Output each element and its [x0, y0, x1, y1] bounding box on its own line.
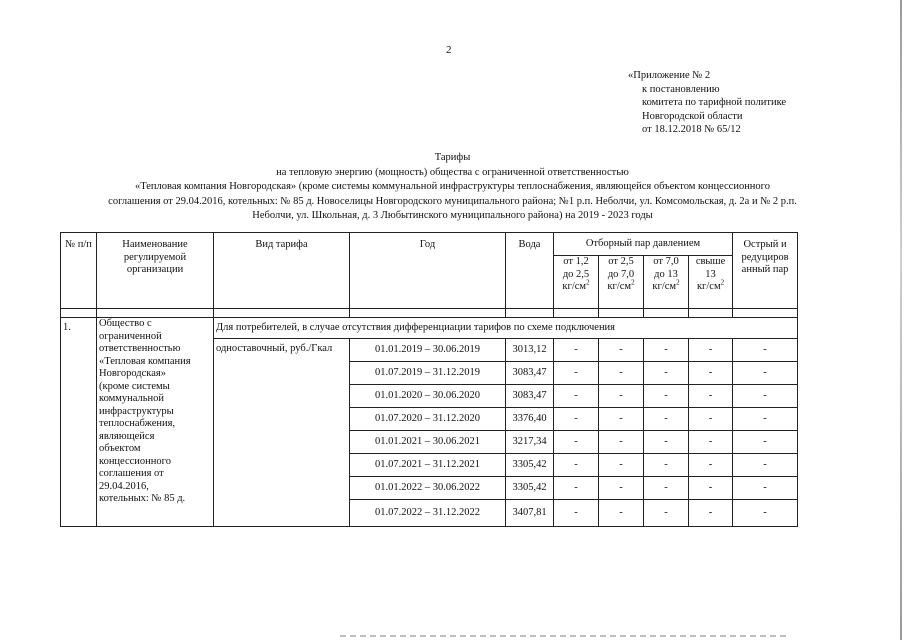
period-cell: 01.07.2021 – 31.12.2021 — [350, 454, 506, 477]
dash-cell: - — [644, 408, 689, 431]
title-line: «Тепловая компания Новгородская» (кроме системы коммунальной инфраструктуры теплоснабжения, являющейся объектом концессионного — [135, 181, 770, 192]
dash-cell: - — [599, 385, 644, 408]
appendix-line: «Приложение № 2 — [628, 70, 711, 81]
title-line: Неболчи, ул. Школьная, д. 3 Любытинского муниципального района) на 2019 - 2023 годы — [252, 210, 653, 221]
header-text: 2 — [631, 278, 635, 287]
dash-cell: - — [554, 362, 599, 385]
dash-cell: - — [599, 362, 644, 385]
dash-cell: - — [689, 362, 733, 385]
dash-cell: - — [554, 500, 599, 527]
dash-cell: - — [599, 408, 644, 431]
dash-cell: - — [689, 500, 733, 527]
header-pressure-3 — [644, 256, 689, 309]
scan-edge-right — [900, 0, 902, 640]
header-pressure-4 — [689, 256, 733, 309]
water-value: 3083,47 — [506, 362, 554, 385]
dash-cell: - — [644, 431, 689, 454]
dash-cell: - — [554, 408, 599, 431]
header-pressure-2 — [599, 256, 644, 309]
tariff-type: одноставочный, руб./Гкал — [214, 339, 350, 527]
header-pressure-1 — [554, 256, 599, 309]
dash-cell: - — [733, 431, 798, 454]
header-text: 2 — [676, 278, 680, 287]
org-line: объектом — [99, 443, 141, 454]
header-text: кг/см — [652, 281, 677, 292]
dash-cell: - — [733, 362, 798, 385]
org-line: ответственностью — [99, 343, 181, 354]
dash-cell: - — [689, 431, 733, 454]
header-water: Вода — [506, 233, 554, 309]
header-text: 2 — [586, 278, 590, 287]
water-value: 3305,42 — [506, 454, 554, 477]
dash-cell: - — [733, 477, 798, 500]
dash-cell: - — [599, 454, 644, 477]
dash-cell: - — [689, 408, 733, 431]
header-num: № п/п — [61, 233, 97, 309]
header-sharp-steam — [733, 233, 798, 309]
appendix-line: к постановлению — [642, 83, 720, 95]
period-cell: 01.07.2020 – 31.12.2020 — [350, 408, 506, 431]
dash-cell: - — [689, 454, 733, 477]
dash-cell: - — [689, 385, 733, 408]
org-line: (кроме системы — [99, 380, 170, 392]
dash-cell: - — [599, 477, 644, 500]
header-text: кг/см — [696, 281, 721, 292]
dash-cell: - — [644, 385, 689, 408]
dash-cell: - — [554, 339, 599, 362]
table-header-row — [61, 233, 798, 256]
org-line: соглашения от — [99, 468, 164, 479]
period-cell: 01.01.2022 – 30.06.2022 — [350, 477, 506, 500]
water-value: 3083,47 — [506, 385, 554, 408]
scan-edge-bottom — [340, 635, 790, 637]
header-text: 13 — [705, 268, 716, 280]
appendix-block — [628, 69, 786, 137]
dash-cell: - — [733, 454, 798, 477]
dash-cell: - — [599, 500, 644, 527]
tariff-table — [60, 232, 798, 527]
appendix-line: от 18.12.2018 № 65/12 — [642, 124, 741, 135]
title-line: соглашения от 29.04.2016, котельных: № 85 д. Новоселицы Новгородского муниципального района; №1 р.п. Неболчи, ул. Комсомольская, д. 2а и № 2 р.п. — [108, 195, 797, 207]
appendix-line: Новгородской области — [642, 110, 743, 122]
dash-cell: - — [733, 385, 798, 408]
org-line: Новгородская» — [99, 368, 166, 379]
period-cell: 01.01.2021 – 30.06.2021 — [350, 431, 506, 454]
dash-cell: - — [733, 500, 798, 527]
header-text: до 13 — [654, 268, 678, 280]
header-text: от 2,5 — [608, 256, 634, 267]
org-line: «Тепловая компания — [99, 355, 191, 367]
header-text: до 7,0 — [607, 268, 635, 280]
water-value: 3407,81 — [506, 500, 554, 527]
header-text: от 7,0 — [653, 256, 679, 267]
water-value: 3305,42 — [506, 477, 554, 500]
header-text: редуциров — [741, 251, 789, 263]
dash-cell: - — [644, 339, 689, 362]
org-line: теплоснабжения, — [99, 418, 176, 429]
org-line: концессионного — [99, 455, 171, 467]
header-text: Наименование — [122, 239, 188, 250]
org-line: ограниченной — [99, 330, 162, 342]
header-text: организации — [126, 264, 184, 275]
header-text: кг/см — [607, 281, 632, 292]
org-line: 29.04.2016, — [99, 480, 149, 492]
dash-cell: - — [644, 500, 689, 527]
row-number: 1. — [61, 318, 97, 527]
header-text: 2 — [720, 278, 725, 287]
page-number: 2 — [446, 44, 452, 56]
table-section-row — [61, 318, 798, 339]
dash-cell: - — [599, 339, 644, 362]
dash-cell: - — [689, 339, 733, 362]
water-value: 3217,34 — [506, 431, 554, 454]
document-title — [40, 151, 865, 224]
dash-cell: - — [599, 431, 644, 454]
header-tariff-type: Вид тарифа — [214, 233, 350, 309]
org-line: инфраструктуры — [99, 405, 174, 417]
section-label: Для потребителей, в случае отсутствия дифференциации тарифов по схеме подключения — [214, 318, 798, 339]
period-cell: 01.07.2019 – 31.12.2019 — [350, 362, 506, 385]
period-cell: 01.01.2020 – 30.06.2020 — [350, 385, 506, 408]
appendix-line: комитета по тарифной политике — [642, 97, 787, 108]
water-value: 3376,40 — [506, 408, 554, 431]
title-heading: Тарифы — [434, 152, 471, 163]
org-line: коммунальной — [99, 393, 165, 404]
period-cell: 01.07.2022 – 31.12.2022 — [350, 500, 506, 527]
header-year: Год — [350, 233, 506, 309]
dash-cell: - — [644, 477, 689, 500]
header-text: Острый и — [743, 239, 787, 250]
period-cell: 01.01.2019 – 30.06.2019 — [350, 339, 506, 362]
header-text: свыше — [695, 256, 726, 267]
dash-cell: - — [644, 454, 689, 477]
dash-cell: - — [644, 362, 689, 385]
org-line: являющейся — [99, 430, 155, 442]
dash-cell: - — [554, 385, 599, 408]
title-line: на тепловую энергию (мощность) общества с ограниченной ответственностью — [276, 166, 629, 178]
header-text: до 2,5 — [562, 268, 590, 280]
dash-cell: - — [733, 408, 798, 431]
org-line: котельных: № 85 д. — [99, 493, 186, 504]
table-spacer-row — [61, 309, 798, 318]
dash-cell: - — [733, 339, 798, 362]
dash-cell: - — [554, 431, 599, 454]
dash-cell: - — [554, 477, 599, 500]
dash-cell: - — [554, 454, 599, 477]
header-text: анный пар — [741, 264, 789, 275]
water-value: 3013,12 — [506, 339, 554, 362]
organization-name — [97, 318, 214, 527]
org-line: Общество с — [99, 318, 152, 329]
header-org — [97, 233, 214, 309]
header-text: кг/см — [562, 281, 587, 292]
header-text: регулируемой — [123, 251, 187, 263]
header-text: от 1,2 — [563, 256, 589, 267]
dash-cell: - — [689, 477, 733, 500]
header-steam: Отборный пар давлением — [554, 233, 733, 256]
